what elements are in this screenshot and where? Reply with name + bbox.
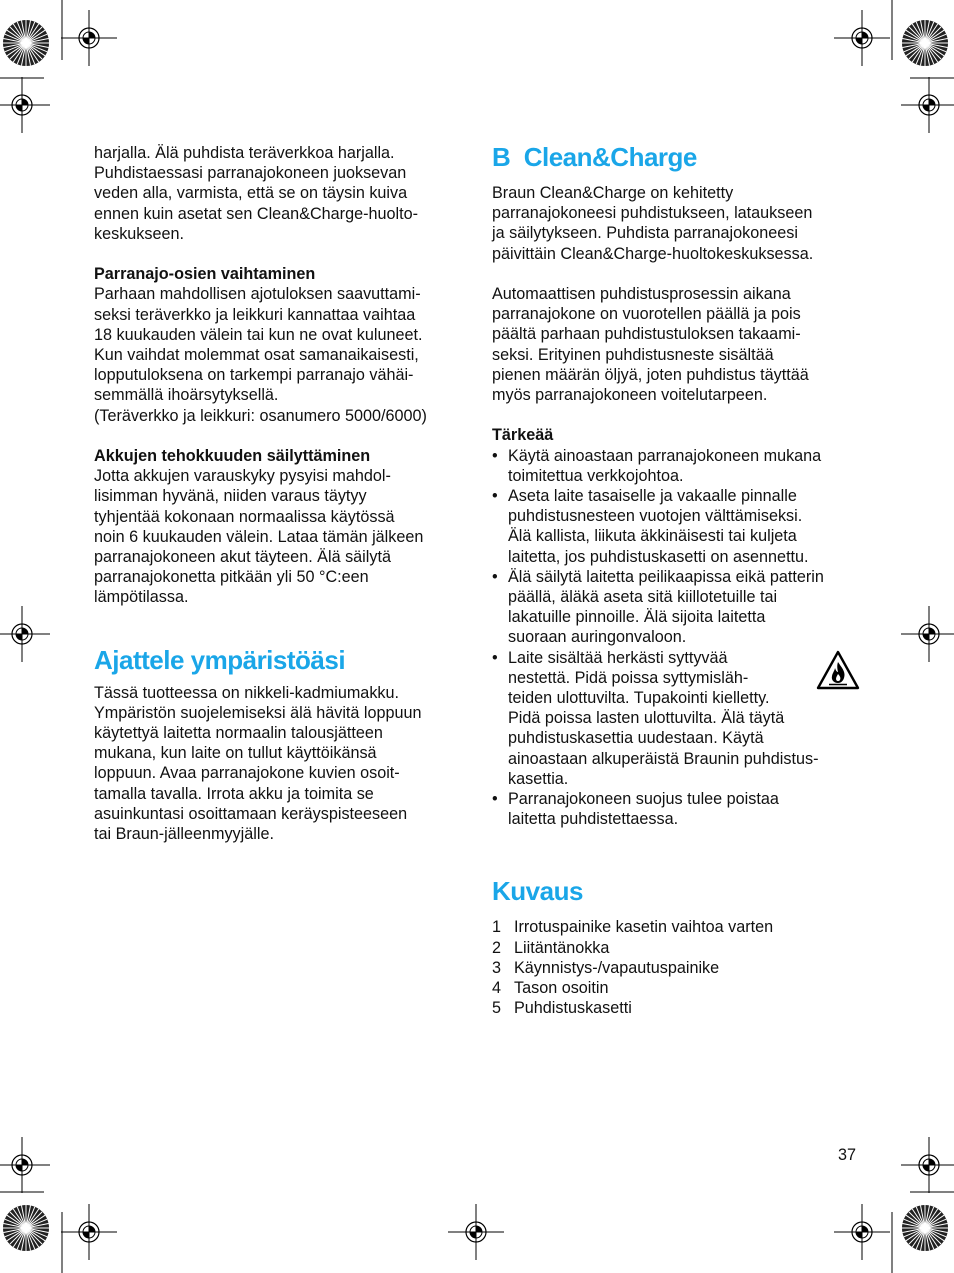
important-list	[492, 446, 860, 830]
environment-title: Ajattele ympäristöäsi	[94, 644, 346, 675]
important-heading: Tärkeää	[492, 426, 554, 445]
list-item: 4 Tason osoitin	[492, 979, 609, 998]
battery-heading: Akkujen tehokkuuden säilyttäminen	[94, 447, 371, 466]
list-item: • Käytä ainoastaan parranajokoneen mukana toimitettua verkkojohtoa.	[492, 446, 860, 486]
list-item: • Laite sisältää herkästi syttyvää nestettä. Pidä poissa syttymisläh- teiden ulottuvilta. Tupakointi kielletty. Pidä poissa lasten ulottuvilta. Älä täytä puhdistuskasettia uudestaan. Käytä ainoastaan alkuperäistä Braunin puhdistus- kasettia.	[492, 648, 860, 789]
list-item: 3 Käynnistys-/vapautuspainike	[492, 958, 720, 977]
list-item: • Aseta laite tasaiselle ja vakaalle pinnalle puhdistusnesteen vuotojen välttämiseksi. Älä kallista, liikuta äkkinäisesti tai kuljeta laitetta, jos puhdistuskasetti on asennettu.	[492, 486, 860, 567]
battery-paragraph: Jotta akkujen varauskyky pysyisi mahdol- lisimman hyvänä, niiden varaus täytyy tyhjentää kokonaan normaalissa käytössä noin 6 kuukauden välein. Lataa tämän jälkeen parranajokoneen akut täyteen. Älä säilytä parranajokonetta pitkään yli 50 °C:een lämpötilassa.	[94, 467, 424, 607]
auto-cleaning-paragraph: Automaattisen puhdistusprosessin aikana parranajokone on vuorotellen päällä ja pois päältä parhaan puhdistustuloksen takaami- seksi. Erityinen puhdistusneste sisältää pienen määrän öljyä, joten puhdistus täyttää myös parranajokoneen voitelutarpeen.	[492, 285, 809, 405]
right-column	[492, 141, 860, 1018]
clean-charge-intro: Braun Clean&Charge on kehitetty parranajokoneesi puhdistukseen, lataukseen ja säilytykseen. Puhdista parranajokoneesi päivittäin Clean&Charge-huoltokeskuksessa.	[492, 184, 814, 263]
environment-paragraph: Tässä tuotteessa on nikkeli-kadmiumakku. Ympäristön suojelemiseksi älä hävitä loppuun käytettyä laitetta normaalin talousjätteen mukana, kun laite on tullut käyttöikänsä loppuun. Avaa parranajokone kuvien osoit- tamalla tavalla. Irrota akku ja toimita se asuinkuntasi osoittamaan keräyspisteeseen tai Braun-jälleenmyyjälle.	[94, 683, 422, 844]
page-number: 37	[838, 1146, 857, 1164]
list-item: • Älä säilytä laitetta peilikaapissa eikä patterin päällä, äläkä aseta sitä kiillotetuille tai lakatuille pinnoille. Älä sijoita laitetta suoraan auringonvaloon.	[492, 567, 860, 648]
left-column	[94, 143, 466, 844]
description-title: Kuvaus	[492, 876, 583, 907]
parts-replacement-paragraph: Parhaan mahdollisen ajotuloksen saavuttami- seksi teräverkko ja leikkuri kannattaa vaihtaa 18 kuukauden välein tai kun ne ovat kuluneet. Kun vaihdat molemmat osat samanaikaisesti, lopputuloksena on tarkempi parranajo vähäi- semmällä ihoärsytyksellä. (Teräverkko ja leikkuri: osanumero 5000/6000)	[94, 285, 427, 425]
list-item: 2 Liitäntänokka	[492, 938, 610, 957]
list-item: 5 Puhdistuskasetti	[492, 999, 632, 1018]
intro-paragraph: harjalla. Älä puhdista teräverkkoa harjalla. Puhdistaessasi parranajokoneen juoksevan veden alla, varmista, että se on täysin kuiva ennen kuin asetat sen Clean&Charge-huolto- keskukseen.	[94, 144, 418, 243]
list-item: 1 Irrotuspainike kasetin vaihtoa varten	[492, 918, 774, 937]
parts-replacement-heading: Parranajo-osien vaihtaminen	[94, 265, 316, 284]
parts-list	[492, 917, 860, 1018]
flammable-warning-icon	[816, 650, 860, 690]
clean-charge-title: B Clean&Charge	[492, 142, 697, 172]
list-item: • Parranajokoneen suojus tulee poistaa laitetta puhdistettaessa.	[492, 789, 860, 829]
